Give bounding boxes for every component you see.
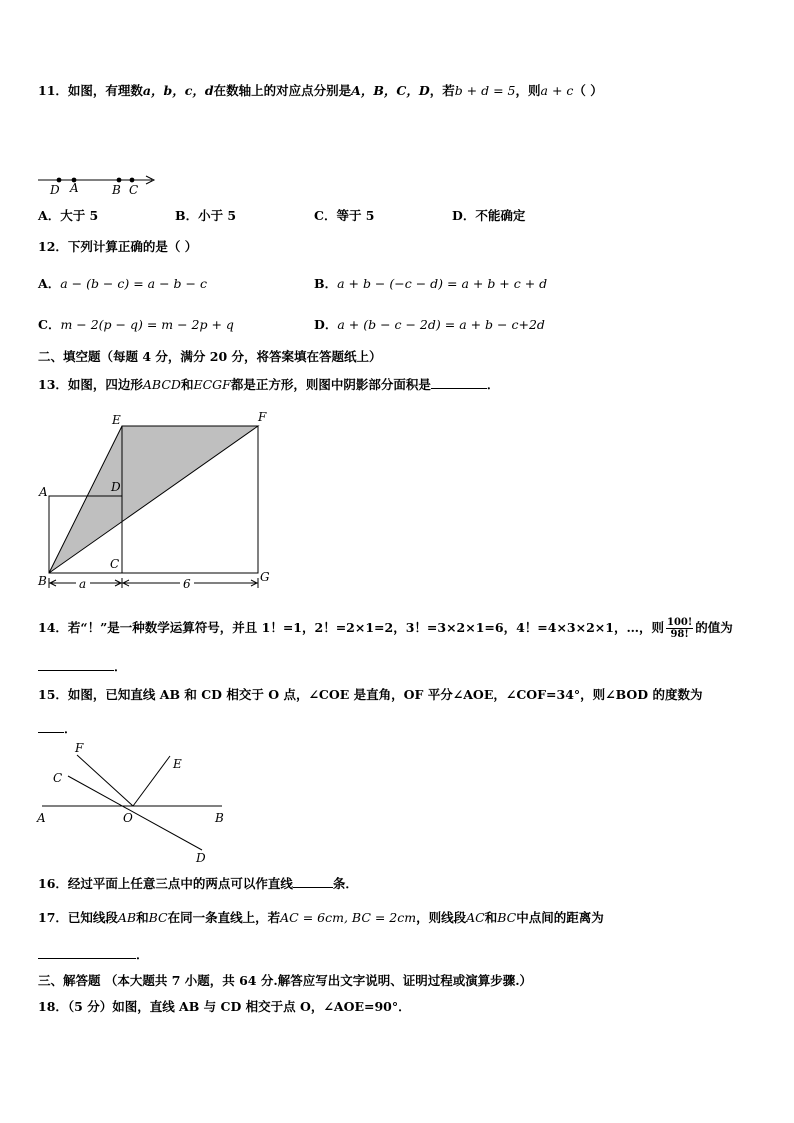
q14-stem: 14．若“！”是一种数学运算符号，并且 1！=1，2！=2×1=2，3！=3×2×1=6，4！=4×3×2×1，…，则 $\frac{100!}{98!}$ 的值为 — [38, 617, 733, 640]
q13-label-d: D — [111, 480, 121, 494]
q15-label-o: O — [123, 811, 133, 825]
q12-option-d: D．a + (b − c − 2d) = a + b − c+2d — [314, 317, 545, 332]
q13-label-e: E — [112, 413, 121, 427]
q13-label-b: B — [38, 574, 47, 588]
q13-answer-blank[interactable] — [431, 375, 487, 389]
q11-label-d: D — [50, 183, 60, 197]
q12-option-a: A．a − (b − c) = a − b − c — [38, 276, 207, 291]
q13-label-c: C — [110, 557, 120, 571]
q11-option-c: C．等于 5 — [314, 208, 375, 223]
q13-label-g: G — [260, 570, 270, 584]
q15-label-f: F — [75, 741, 84, 755]
q15-label-e: E — [173, 757, 182, 771]
q15-answer-line: ． — [38, 719, 77, 737]
q13-squares-figure — [34, 405, 284, 620]
q13-label-six: 6 — [183, 577, 191, 591]
q15-stem: 15．如图，已知直线 AB 和 CD 相交于 O 点，∠COE 是直角，OF 平分∠AOE，∠COF=34°，则∠BOD 的度数为 — [38, 687, 703, 702]
q12-stem: 12．下列计算正确的是（ ） — [38, 239, 198, 254]
q13-label-a-length: a — [79, 577, 87, 591]
section-3-heading: 三、解答题 （本大题共 7 小题，共 64 分.解答应写出文字说明、证明过程或演算步骤.） — [38, 973, 533, 988]
q11-label-b: B — [112, 183, 121, 197]
q15-answer-blank[interactable] — [38, 719, 64, 733]
q11-option-d: D．不能确定 — [452, 208, 526, 223]
q14-fraction: $\frac{100!}{98!}$ — [666, 617, 693, 640]
q17-answer-line: ． — [38, 945, 149, 963]
q15-label-b: B — [215, 811, 224, 825]
q11-option-a: A．大于 5 — [38, 208, 99, 223]
q13-label-a: A — [39, 485, 48, 499]
q13-label-f: F — [258, 410, 267, 424]
q11-stem: 11．如图，有理数a，b，c，d在数轴上的对应点分别是A，B，C，D，若b + d = 5，则a + c（ ） — [38, 83, 603, 98]
q15-label-a: A — [37, 811, 46, 825]
q16-stem: 16．经过平面上任意三点中的两点可以作直线 条． — [38, 876, 358, 891]
q16-answer-blank[interactable] — [293, 874, 333, 888]
q11-option-b: B．小于 5 — [175, 208, 237, 223]
q12-option-b: B．a + b − (−c − d) = a + b + c + d — [314, 276, 548, 291]
q13-stem: 13．如图，四边形ABCD和ECGF都是正方形，则图中阴影部分面积是 ． — [38, 377, 500, 392]
section-2-heading: 二、填空题（每题 4 分，满分 20 分，将答案填在答题纸上） — [38, 349, 382, 364]
q11-label-a: A — [70, 181, 79, 195]
q15-angle-figure — [30, 738, 240, 868]
q11-number-line-figure — [34, 170, 164, 198]
q12-option-c: C．m − 2(p − q) = m − 2p + q — [38, 317, 234, 332]
q11-label-c: C — [129, 183, 139, 197]
q15-label-d: D — [196, 851, 206, 865]
q17-stem: 17．已知线段AB和BC在同一条直线上，若AC = 6cm, BC = 2cm，则线段AC和BC中点间的距离为 — [38, 910, 604, 925]
q14-answer-blank[interactable] — [38, 657, 114, 671]
q17-answer-blank[interactable] — [38, 945, 136, 959]
q14-answer-line: ． — [38, 657, 127, 675]
q15-label-c: C — [53, 771, 63, 785]
q18-stem: 18．（5 分）如图，直线 AB 与 CD 相交于点 O，∠AOE=90°． — [38, 999, 411, 1014]
